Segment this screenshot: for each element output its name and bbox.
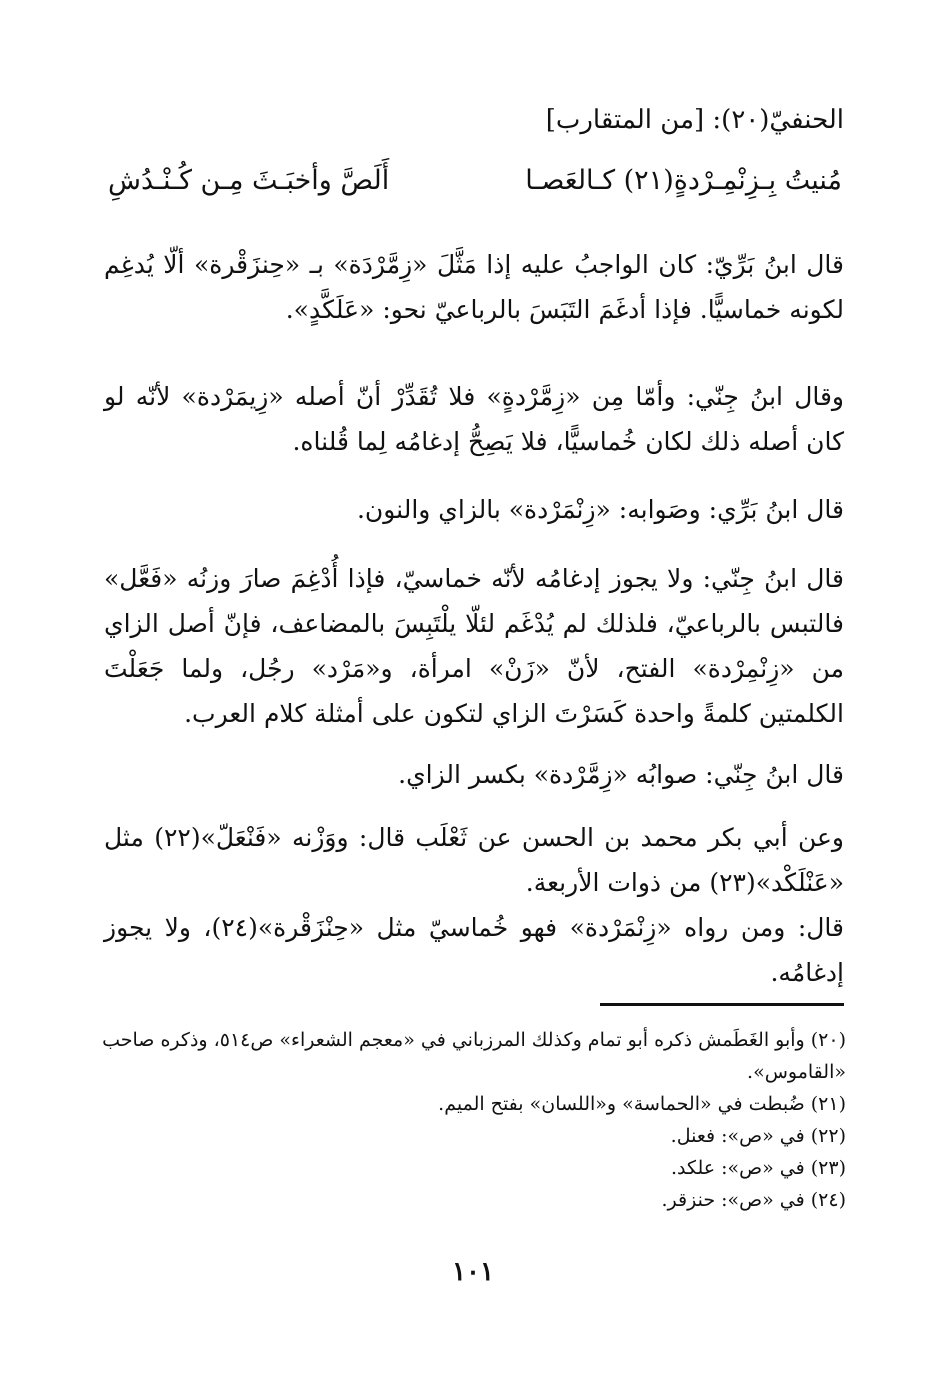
paragraph-7: قال: ومن رواه «زِنْمَرْدة» فهو خُماسيّ مثل «حِنْزَقْرة»(٢٤)، ولا يجوز إدغامُه. <box>104 913 844 987</box>
footnotes-list <box>102 1024 846 1216</box>
paragraph-1: قال ابنُ بَرِّيّ: كان الواجبُ عليه إذا مَثَّلَ «زِمَّرْدَة» بـ «حِنزَقْرة» ألّا يُدغِم لكونه خماسيًّا. فإذا أدغَمَ التَبَسَ بالرباعيّ نحو: «عَلَكَّدٍ». <box>104 250 844 324</box>
paragraph-3: قال ابنُ بَرِّي: وصَوابه: «زِنْمَرْدة» بالزاي والنون. <box>356 495 844 524</box>
paragraph-6: وعن أبي بكر محمد بن الحسن عن ثَعْلَب قال: ووَزْنه «فَنْعَلّ»(٢٢) مثل «عَنْلَكْد»(٢٣) من ذوات الأربعة. <box>104 823 844 897</box>
paragraph-5: قال ابنُ جِنّي: صوابُه «زِمَّرْدة» بكسر الزاي. <box>398 760 844 789</box>
footnote-20: (٢٠) وأبو الغَطَمش ذكره أبو تمام وكذلك المرزباني في «معجم الشعراء» ص٥١٤، وذكره صاحب «القاموس». <box>102 1029 846 1083</box>
paragraph-2: وقال ابنُ جِنّي: وأمّا مِن «زِمَّرْدةٍ» فلا تُقَدِّرْ أنّ أصله «زِيمَرْدة» لأنّه لو كان أصله ذلك لكان خُماسيًّا، فلا يَصِحُّ إدغامُه لِما قُلناه. <box>104 382 844 456</box>
footnote-21: (٢١) ضُبطت في «الحماسة» و«اللسان» بفتح الميم. <box>438 1093 846 1115</box>
verse-second-hemistich: أَلَصَّ وأخبَـثَ مِـن كُـنْـدُشِ <box>108 165 390 196</box>
paragraph-4: قال ابنُ جِنّي: ولا يجوز إدغامُه لأنّه خماسيّ، فإذا أُدْغِمَ صارَ وزنُه «فَعَّل» فالتبس بالرباعيّ، فلذلك لم يُدْغَم لئلّا يلْتَبِسَ بالمضاعف، فإنّ أصل الزاي من «زِنْمِرْدة» الفتح، لأنّ «زَنْ» امرأة، و«مَرْد» رجُل، ولما جَعَلْتَ الكلمتين كلمةً واحدة كَسَرْتَ الزاي لتكون على أمثلة كلام العرب. <box>104 564 844 728</box>
footnote-separator <box>600 1003 844 1006</box>
verse-first-hemistich: مُنيتُ بِـزِنْمِـرْدةٍ(٢١) كـالعَصـا <box>525 165 842 196</box>
poet-heading: الحنفيّ(٢٠): [من المتقارب] <box>545 105 844 135</box>
footnote-23: (٢٣) في «ص»: علكد. <box>670 1157 846 1179</box>
footnote-24: (٢٤) في «ص»: حنزقر. <box>661 1189 846 1211</box>
page-number: ١٠١ <box>452 1257 494 1287</box>
footnote-22: (٢٢) في «ص»: فعنل. <box>670 1125 846 1147</box>
